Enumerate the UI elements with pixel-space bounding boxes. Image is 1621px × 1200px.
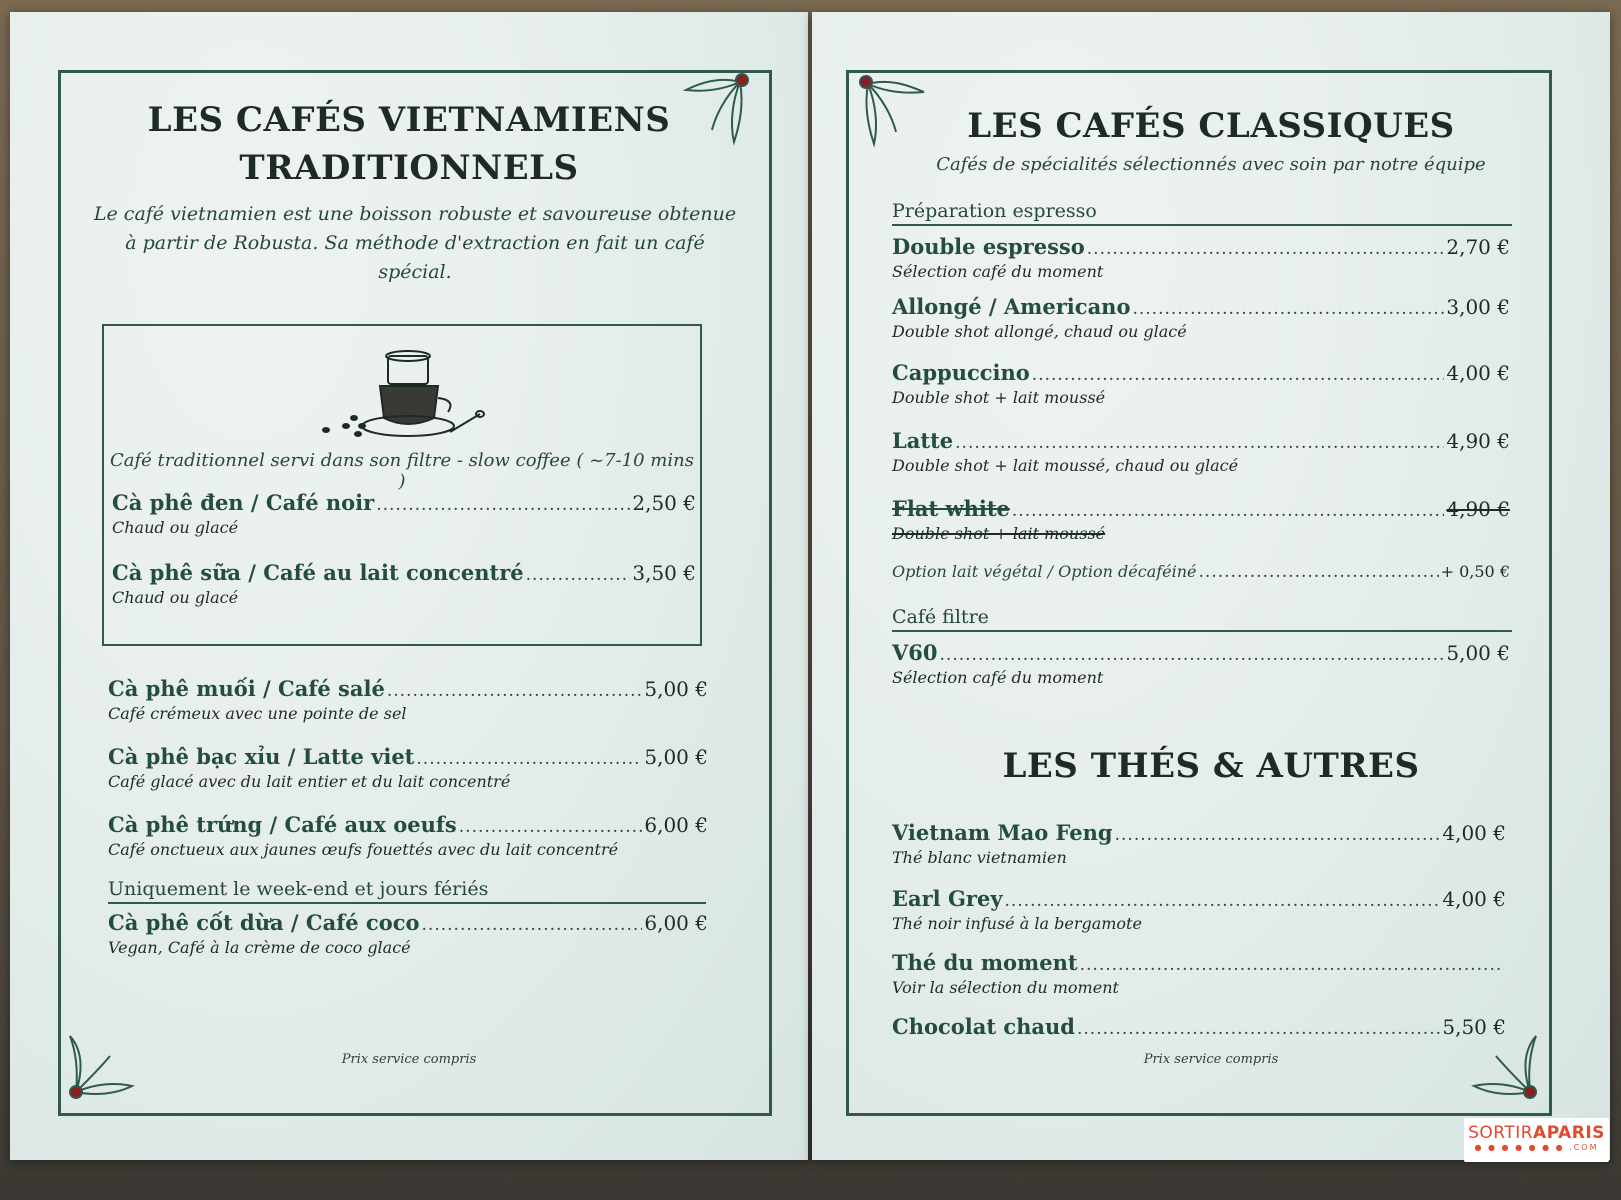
item-price: 6,00 € <box>644 911 708 935</box>
intro-text-line: Le café vietnamien est une boisson robuste et savoureuse obtenue <box>93 203 737 225</box>
option-name: Option lait végétal / Option décaféiné <box>892 562 1197 581</box>
menu-item <box>892 428 1510 475</box>
leader-dots <box>1087 239 1445 259</box>
page-title: LES CAFÉS VIETNAMIENS <box>147 100 671 140</box>
menu-left-page <box>10 12 808 1160</box>
item-price: 3,50 € <box>632 561 696 585</box>
item-name: Double espresso <box>892 234 1085 259</box>
item-price: 4,90 € <box>1446 429 1510 453</box>
item-description: Double shot + lait moussé <box>892 524 1106 543</box>
item-price: 4,00 € <box>1442 821 1506 845</box>
weekend-section-heading: Uniquement le week-end et jours fériés <box>108 878 706 904</box>
leader-dots <box>940 645 1445 665</box>
item-price: 4,90 € <box>1446 497 1510 521</box>
leader-dots <box>459 817 643 837</box>
item-description: Double shot allongé, chaud ou glacé <box>892 322 1187 341</box>
item-name: Latte <box>892 428 954 453</box>
item-name: Cà phê trứng / Café aux oeufs <box>108 812 457 837</box>
filter-section-heading: Café filtre <box>892 606 1512 632</box>
leader-dots <box>1077 1019 1440 1039</box>
item-description: Double shot + lait moussé <box>892 388 1106 407</box>
item-name: Cà phê sữa / Café au lait concentré <box>112 560 524 585</box>
item-description: Sélection café du moment <box>892 668 1104 687</box>
menu-item <box>112 490 696 537</box>
leader-dots <box>422 915 643 935</box>
leader-dots <box>1132 299 1444 319</box>
item-name: V60 <box>892 640 938 665</box>
item-name: Thé du moment <box>892 950 1078 975</box>
espresso-section-heading: Préparation espresso <box>892 200 1512 226</box>
page-footer: Prix service compris <box>1143 1052 1279 1067</box>
menu-item <box>892 640 1510 687</box>
leader-dots <box>376 495 630 515</box>
leader-dots <box>955 433 1444 453</box>
option-price: + 0,50 € <box>1440 562 1510 581</box>
leader-dots <box>526 565 631 585</box>
item-description: Sélection café du moment <box>892 262 1104 281</box>
box-caption: Café traditionnel servi dans son filtre - slow coffee ( ~7-10 mins ) <box>110 450 694 492</box>
intro-text-line: à partir de Robusta. Sa méthode d'extraction en fait un café <box>125 232 705 254</box>
menu-item <box>892 234 1510 281</box>
page-footer: Prix service compris <box>341 1052 477 1067</box>
watermark-brand-light: SORTIR <box>1468 1123 1534 1143</box>
item-price: 3,00 € <box>1446 295 1510 319</box>
leader-dots <box>1115 825 1441 845</box>
item-description: Voir la sélection du moment <box>892 978 1119 997</box>
menu-item <box>108 744 708 791</box>
item-description: Chaud ou glacé <box>112 518 239 537</box>
item-name: Vietnam Mao Feng <box>892 820 1113 845</box>
menu-item <box>108 812 708 859</box>
item-price: 4,00 € <box>1446 361 1510 385</box>
traditional-coffee-box <box>102 324 702 646</box>
item-name: Flat white <box>892 496 1010 521</box>
menu-item <box>108 910 708 957</box>
menu-item <box>892 820 1506 867</box>
item-name: Chocolat chaud <box>892 1014 1075 1039</box>
item-name: Cà phê bạc xỉu / Latte viet <box>108 744 415 769</box>
page-title-line2: TRADITIONNELS <box>239 148 579 188</box>
item-name: Cà phê đen / Café noir <box>112 490 375 515</box>
item-description: Café onctueux aux jaunes œufs fouettés avec du lait concentré <box>108 840 619 859</box>
leader-dots <box>1080 955 1504 975</box>
item-description: Thé noir infusé à la bergamote <box>892 914 1142 933</box>
item-name: Cà phê muối / Café salé <box>108 676 385 701</box>
item-price: 5,00 € <box>1446 641 1510 665</box>
teas-title: LES THÉS & AUTRES <box>1002 746 1420 786</box>
menu-item <box>892 886 1506 933</box>
watermark-dots: ● ● ● ● ● ● ● .COM <box>1474 1143 1599 1152</box>
watermark-brand-bold: APARIS <box>1533 1123 1605 1143</box>
leader-dots <box>1012 501 1444 521</box>
menu-item <box>892 950 1506 997</box>
menu-option <box>892 562 1510 582</box>
item-price: 2,70 € <box>1446 235 1510 259</box>
item-price: 4,00 € <box>1442 887 1506 911</box>
item-name: Cappuccino <box>892 360 1030 385</box>
intro-text-line: spécial. <box>378 261 452 283</box>
leader-dots <box>387 681 643 701</box>
item-name: Cà phê cốt dừa / Café coco <box>108 910 420 935</box>
item-description: Chaud ou glacé <box>112 588 239 607</box>
item-name: Earl Grey <box>892 886 1003 911</box>
item-description: Café crémeux avec une pointe de sel <box>108 704 407 723</box>
item-price: 2,50 € <box>632 491 696 515</box>
menu-item-struck <box>892 496 1510 543</box>
leader-dots <box>1032 365 1445 385</box>
item-price: 5,50 € <box>1442 1015 1506 1039</box>
item-description: Thé blanc vietnamien <box>892 848 1067 867</box>
item-price: 6,00 € <box>644 813 708 837</box>
item-description: Vegan, Café à la crème de coco glacé <box>108 938 411 957</box>
item-description: Café glacé avec du lait entier et du lait concentré <box>108 772 511 791</box>
sortiraparis-watermark-logo <box>1464 1118 1609 1162</box>
page-title: LES CAFÉS CLASSIQUES <box>967 106 1455 146</box>
item-price: 5,00 € <box>644 745 708 769</box>
leader-dots <box>1005 891 1441 911</box>
page-subtitle: Cafés de spécialités sélectionnés avec soin par notre équipe <box>936 154 1486 175</box>
leader-dots <box>416 749 642 769</box>
menu-right-page <box>812 12 1610 1160</box>
menu-item <box>108 676 708 723</box>
menu-item <box>112 560 696 607</box>
leader-dots <box>1199 562 1439 582</box>
item-price: 5,00 € <box>644 677 708 701</box>
phin-filter-illustration <box>310 348 486 444</box>
item-description: Double shot + lait moussé, chaud ou glacé <box>892 456 1239 475</box>
menu-item <box>892 294 1510 341</box>
menu-item <box>892 1014 1506 1039</box>
item-name: Allongé / Americano <box>892 294 1131 319</box>
menu-item <box>892 360 1510 407</box>
